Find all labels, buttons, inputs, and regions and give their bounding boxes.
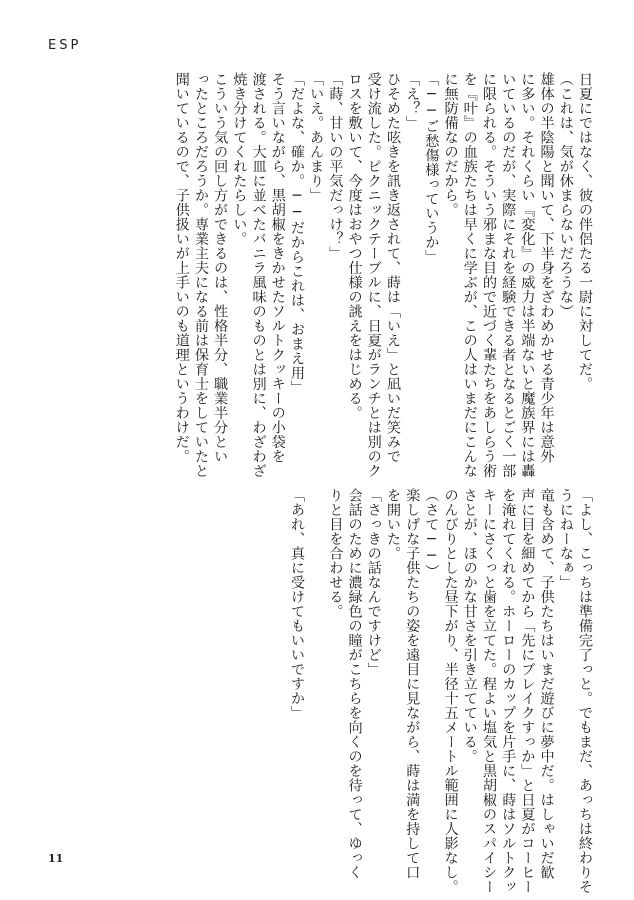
- text-line: うにねーなぁ」: [557, 488, 574, 590]
- text-line: 「──ご愁傷様っていうか」: [423, 72, 440, 265]
- text-line: に多い。それくらい『変化』の威力は半端ないと魔族界には轟: [519, 72, 536, 478]
- text-line: 「蒔、甘いの平気だっけ？」: [327, 72, 344, 261]
- lower-text-block: [287, 488, 594, 894]
- text-line: 渡される。大皿に並べたバニラ風味のものとは別に、わざわざ: [250, 72, 267, 478]
- text-line: 「さっきの話なんですけど」: [365, 488, 382, 677]
- text-line: ったところだろうか。専業主夫になる前は保育士をしていたと: [192, 72, 209, 478]
- text-line: 「いえ。あんまり」: [308, 72, 325, 203]
- text-line: （さて──）: [423, 488, 440, 579]
- text-line: ひそめた呟きを訊き返されて、蒔は「いえ」と凪いだ笑みで: [384, 72, 401, 464]
- text-line: 焼き分けてくれたらしい。: [231, 72, 248, 246]
- text-line: 会話のために濃緑色の瞳がこちらを向くのを待って、ゆっく: [346, 488, 363, 880]
- text-line: 「え？」: [404, 72, 421, 130]
- text-line: 竜も含めて、子供たちはいまだ遊びに夢中だ。はしゃいだ歓: [538, 488, 555, 880]
- text-line: を淹れてくれる。ホーローのカップを片手に、蒔はソルトクッ: [500, 488, 517, 894]
- text-line: いているのだが、実際にそれを経験できる者となるとごく一部: [500, 72, 517, 478]
- text-line: ロスを敷いて、今度はおやつ仕様の誂えをはじめる。: [346, 72, 363, 420]
- text-line: こういう気の回し方ができるのは、性格半分、職業半分とい: [212, 72, 229, 464]
- text-line: 受け流した。ピクニックテーブルに、日夏がランチとは別のク: [365, 72, 382, 478]
- text-line: を開いた。: [384, 488, 401, 561]
- text-line: 「だよな、確か。──だからこれは、おまえ用」: [288, 72, 305, 395]
- text-line: さとが、ほのかな甘さを引き立てている。: [461, 488, 478, 764]
- text-line: （これは、気が休まらないだろうな）: [557, 72, 574, 319]
- text-line: に限られる。そういう邪まな目的で近づく輩たちをあしらう術: [480, 72, 497, 478]
- text-line: 「あれ、真に受けてもいいですか」: [288, 488, 305, 720]
- text-line: 「よし、こっちは準備完了っと。でもまだ、あっちは終わりそ: [577, 488, 593, 894]
- text-line: キーにさくっと歯を立てた。程よい塩気と黒胡椒のスパイシー: [480, 488, 497, 894]
- blank-line: [306, 488, 325, 818]
- text-line: 声に目を細めてから「先にブレイクすっか」と日夏がコーヒー: [519, 488, 536, 894]
- text-line: りと目を合わせる。: [327, 488, 344, 619]
- text-line: 聞いているので、子供扱いが上手いのも道理というわけだ。: [173, 72, 190, 464]
- text-line: そう言いながら、黒胡椒をきかせたソルトクッキーの小袋を: [269, 72, 286, 464]
- page-number: 11: [48, 852, 64, 865]
- text-line: のんびりとした昼下がり、半径十五メートル範囲に人影なし。: [442, 488, 459, 894]
- running-head: ESP: [48, 38, 82, 53]
- upper-text-block: [172, 72, 594, 478]
- text-line: に無防備なのだから。: [442, 72, 459, 217]
- text-line: 日夏にではなく、彼の伴侶たる一尉に対してだ。: [577, 72, 593, 391]
- text-line: 雄体の半陰陽と聞いて、下半身をざわめかせる青少年は意外: [538, 72, 555, 464]
- text-line: を『叶』の血族たちは早くに学ぶが、この人はいまだにこんな: [461, 72, 478, 478]
- text-line: 楽しげな子供たちの姿を遠目に見ながら、蒔は満を持して口: [404, 488, 421, 880]
